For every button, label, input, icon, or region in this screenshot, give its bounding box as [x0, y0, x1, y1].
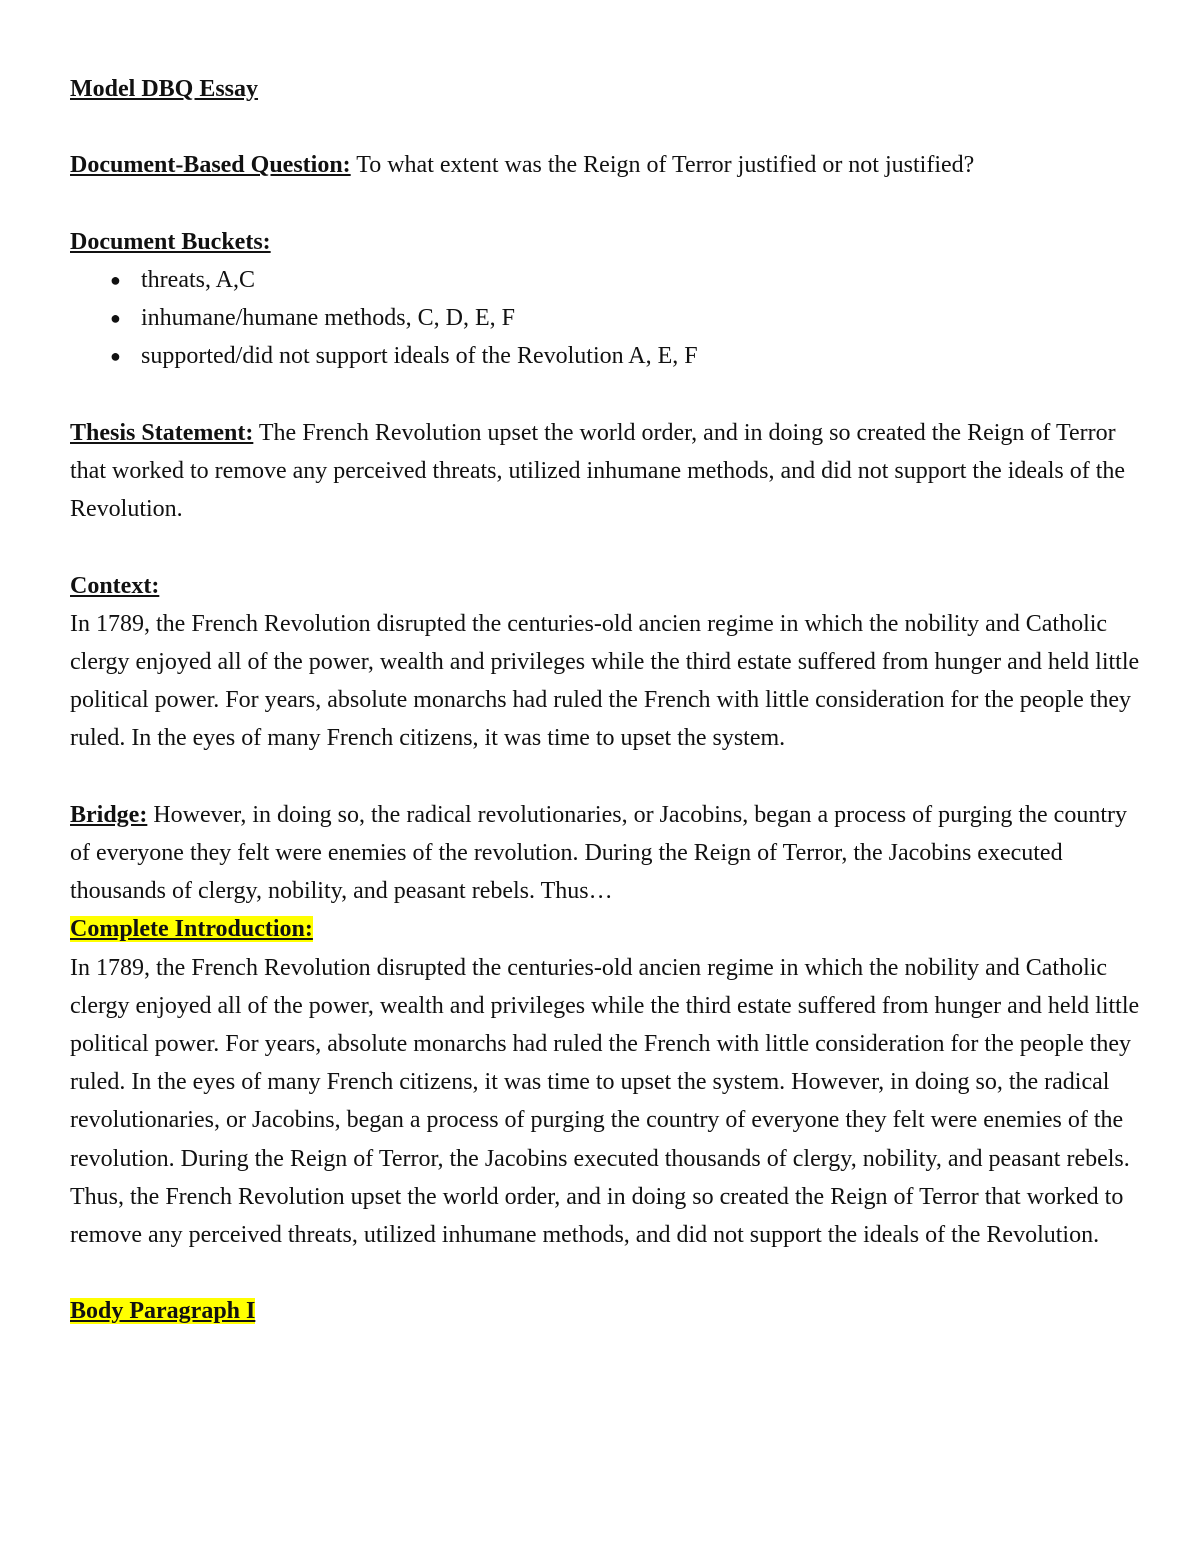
spacer: [70, 376, 1140, 414]
spacer: [70, 528, 1140, 566]
bullet-icon: ●: [110, 346, 121, 367]
bullet-icon: ●: [110, 269, 121, 290]
buckets-list: [70, 261, 1140, 376]
introduction-heading-line: [70, 910, 1140, 948]
bucket-text: supported/did not support ideals of the Revolution A, E, F: [141, 343, 698, 370]
spacer: [70, 185, 1140, 223]
bullet-icon: ●: [110, 308, 121, 329]
context-heading-line: [70, 567, 1140, 605]
document-page: [70, 70, 1140, 1331]
introduction-paragraph: In 1789, the French Revolution disrupted the centuries-old ancien regime in which the nobility and Catholic clergy enjoyed all of the power, wealth and privileges while the third estate suffered from hunger and held little political power. For years, absolute monarchs had ruled the French with little consideration for the people they ruled. In the eyes of many French citizens, it was time to upset the system. However, in doing so, the radical revolutionaries, or Jacobins, began a process of purging the country of everyone they felt were enemies of the revolution. During the Reign of Terror, the Jacobins executed thousands of clergy, nobility, and peasant rebels. Thus, the French Revolution upset the world order, and in doing so created the Reign of Terror that worked to remove any perceived threats, utilized inhumane methods, and did not support the ideals of the Revolution.: [70, 954, 1140, 1249]
context-label: Context:: [70, 572, 160, 599]
list-item: [70, 337, 1140, 375]
bridge-paragraph: [70, 796, 1140, 911]
document-title-line: [70, 70, 1140, 108]
question-paragraph: [70, 146, 1140, 184]
spacer: [70, 108, 1140, 146]
spacer: [70, 758, 1140, 796]
buckets-label: Document Buckets:: [70, 228, 271, 255]
bridge-label: Bridge:: [70, 801, 148, 828]
thesis-paragraph: [70, 414, 1140, 529]
buckets-heading-line: [70, 223, 1140, 261]
body-paragraph-heading: Body Paragraph I: [70, 1298, 256, 1325]
thesis-text: The French Revolution upset the world order, and in doing so created the Reign of Terror that worked to remove any perceived threats, utilized inhumane methods, and did not support the ideals of the Revolution.: [70, 419, 1126, 523]
question-label: Document-Based Question:: [70, 152, 351, 179]
document-title: Model DBQ Essay: [70, 76, 259, 102]
bucket-text: inhumane/humane methods, C, D, E, F: [141, 305, 515, 332]
context-paragraph: In 1789, the French Revolution disrupted the centuries-old ancien regime in which the nobility and Catholic clergy enjoyed all of the power, wealth and privileges while the third estate suffered from hunger and held little political power. For years, absolute monarchs had ruled the French with little consideration for the people they ruled. In the eyes of many French citizens, it was time to upset the system.: [70, 610, 1140, 752]
body-heading-line: [70, 1292, 1140, 1330]
list-item: [70, 261, 1140, 299]
introduction-label: Complete Introduction:: [70, 916, 313, 943]
bucket-text: threats, A,C: [141, 266, 255, 293]
question-text: To what extent was the Reign of Terror justified or not justified?: [350, 152, 975, 179]
thesis-label: Thesis Statement:: [70, 419, 254, 446]
list-item: [70, 299, 1140, 337]
bridge-text: However, in doing so, the radical revolutionaries, or Jacobins, began a process of purging the country of everyone they felt were enemies of the revolution. During the Reign of Terror, the Jacobins executed thousands of clergy, nobility, and peasant rebels. Thus…: [70, 801, 1127, 905]
spacer: [70, 1254, 1140, 1292]
